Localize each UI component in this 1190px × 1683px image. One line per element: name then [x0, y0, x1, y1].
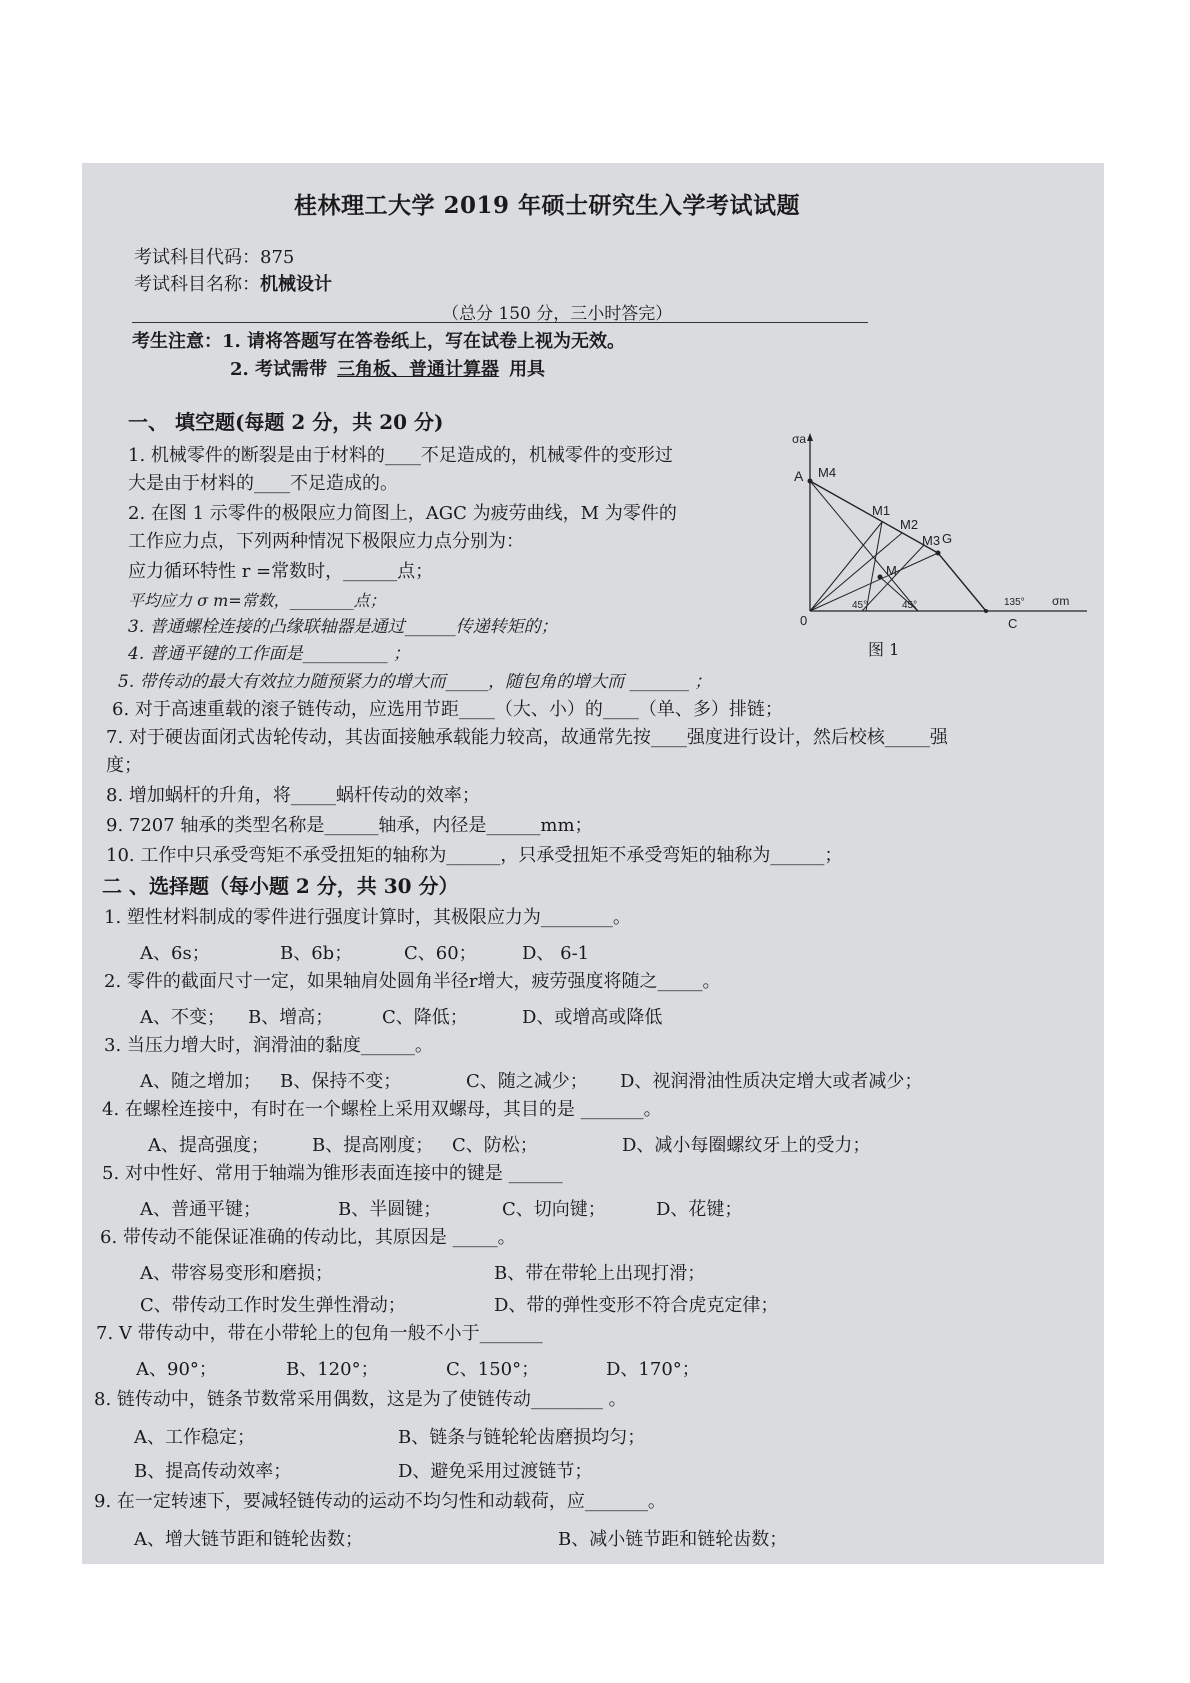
choice-q6-c: C、带传动工作时发生弹性滑动；	[140, 1295, 406, 1316]
subject-name-value: 机械设计	[260, 274, 332, 295]
limit-stress-diagram	[742, 425, 1070, 635]
note-2-tools: 三角板、普通计算器	[337, 359, 500, 380]
choice-q1-d: D、 6-1	[522, 943, 590, 964]
fill-q2-b: 工作应力点，下列两种情况下极限应力点分别为：	[128, 531, 524, 552]
choice-q7-b: B、120°；	[286, 1359, 379, 1380]
choice-q4-c: C、防松；	[452, 1135, 538, 1156]
fill-q1-b: 大是由于材料的____不足造成的。	[128, 473, 398, 494]
choice-q3-c: C、随之减少；	[466, 1071, 588, 1092]
subject-name	[134, 274, 332, 296]
fill-q2-a: 2. 在图 1 示零件的极限应力简图上，AGC 为疲劳曲线，M 为零件的	[128, 503, 677, 524]
subject-name-label: 考试科目名称：	[134, 274, 260, 295]
label-origin: 0	[800, 613, 808, 628]
label-sigma-a: σa	[792, 432, 807, 446]
fill-q4: 4. 普通平键的工作面是__________ ；	[128, 644, 411, 664]
exam-sheet	[82, 163, 1104, 1564]
choice-q9: 9. 在一定转速下，要减轻链传动的运动不均匀性和动载荷，应_______。	[94, 1491, 666, 1512]
fatigue-curve-agc	[810, 481, 986, 611]
choice-q6-d: D、带的弹性变形不符合虎克定律；	[494, 1295, 779, 1316]
choice-q9-b: B、减小链节距和链轮齿数；	[558, 1529, 788, 1550]
choice-q4-b: B、提高刚度；	[312, 1135, 434, 1156]
label-m3: M3	[922, 533, 941, 548]
choice-q6-b: B、带在带轮上出现打滑；	[494, 1263, 706, 1284]
choice-q9-a: A、增大链节距和链轮齿数；	[134, 1529, 363, 1550]
choice-q1-a: A、6s；	[140, 943, 210, 964]
fill-q6: 6. 对于高速重载的滚子链传动，应选用节距____（大、小）的____（单、多）排链；	[112, 699, 783, 720]
label-m: M	[886, 563, 897, 578]
choice-q8: 8. 链传动中，链条节数常采用偶数，这是为了使链传动________ 。	[94, 1389, 627, 1410]
label-c: C	[1008, 616, 1018, 631]
fill-q2-d: 平均应力 σ m=常数，________点；	[128, 591, 386, 610]
note-2-pre: 2. 考试需带	[230, 359, 328, 380]
choice-q7-d: D、170°；	[606, 1359, 700, 1380]
choice-q2: 2. 零件的截面尺寸一定，如果轴肩处圆角半径r增大，疲劳强度将随之_____。	[104, 971, 721, 992]
choice-q3-b: B、保持不变；	[280, 1071, 402, 1092]
choice-q2-c: C、降低；	[382, 1007, 468, 1028]
choice-q5-b: B、半圆键；	[338, 1199, 442, 1220]
choice-q3-d: D、视润滑油性质决定增大或者减少；	[620, 1071, 923, 1092]
fill-q3: 3. 普通螺栓连接的凸缘联轴器是通过______传递转矩的；	[128, 617, 558, 637]
choice-q3: 3. 当压力增大时，润滑油的黏度______。	[104, 1035, 433, 1056]
choice-q5-c: C、切向键；	[502, 1199, 606, 1220]
choice-q8-a: A、工作稳定；	[134, 1427, 255, 1448]
choice-q6: 6. 带传动不能保证准确的传动比，其原因是 _____。	[100, 1227, 516, 1248]
fill-q2-c: 应力循环特性 r =常数时，______点；	[128, 561, 434, 582]
choice-q4-a: A、提高强度；	[148, 1135, 269, 1156]
point-m	[878, 575, 883, 580]
label-angle-45-1: 45°	[852, 600, 868, 611]
notes-label: 考生注意：	[132, 331, 222, 352]
choice-q4: 4. 在螺栓连接中，有时在一个螺栓上采用双螺母，其目的是 _______。	[102, 1099, 662, 1120]
choice-q8-d: D、避免采用过渡链节；	[398, 1461, 593, 1482]
label-m2: M2	[900, 517, 919, 532]
choice-q8-c: B、提高传动效率；	[134, 1461, 292, 1482]
figure-caption: 图 1	[868, 640, 900, 659]
point-a	[808, 479, 813, 484]
total-score: （总分 150 分，三小时答完）	[442, 304, 673, 324]
fill-q7-b: 度；	[106, 755, 142, 776]
fill-q9: 9. 7207 轴承的类型名称是______轴承，内径是______mm；	[106, 815, 593, 836]
choice-q5-d: D、花键；	[656, 1199, 743, 1220]
label-angle-135: 135°	[1004, 597, 1025, 608]
choice-q1: 1. 塑性材料制成的零件进行强度计算时，其极限应力为________。	[104, 907, 631, 928]
label-g: G	[942, 531, 953, 546]
fill-q7-a: 7. 对于硬齿面闭式齿轮传动，其齿面接触承载能力较高，故通常先按____强度进行设计，然后校核_____强	[106, 727, 948, 748]
subject-code: 考试科目代码：875	[134, 247, 295, 268]
notes-line-1	[132, 331, 625, 353]
line-o-g	[810, 553, 938, 611]
note-1: 1. 请将答题写在答卷纸上，写在试卷上视为无效。	[222, 331, 626, 352]
fill-q10: 10. 工作中只承受弯矩不承受扭矩的轴称为______，只承受扭矩不承受弯矩的轴称为______；	[106, 845, 843, 866]
choice-q3-a: A、随之增加；	[140, 1071, 261, 1092]
choice-q7-a: A、90°；	[136, 1359, 217, 1380]
label-a: A	[794, 468, 804, 484]
exam-title: 桂林理工大学 2019 年硕士研究生入学考试试题	[294, 192, 801, 219]
choice-q4-d: D、减小每圈螺纹牙上的受力；	[622, 1135, 871, 1156]
choice-q2-d: D、或增高或降低	[522, 1007, 663, 1028]
line-o-m1	[810, 522, 882, 611]
choice-q8-b: B、链条与链轮轮齿磨损均匀；	[398, 1427, 646, 1448]
choice-q5: 5. 对中性好、常用于轴端为锥形表面连接中的键是 ______	[102, 1163, 563, 1184]
choice-q7: 7. V 带传动中，带在小带轮上的包角一般不小于_______	[96, 1323, 543, 1344]
label-m4: M4	[818, 465, 837, 480]
fill-q1-a: 1. 机械零件的断裂是由于材料的____不足造成的，机械零件的变形过	[128, 445, 673, 466]
section-choice-title: 二 、选择题（每小题 2 分，共 30 分）	[102, 874, 459, 898]
notes-line-2	[230, 359, 545, 381]
choice-q1-b: B、6b；	[280, 943, 353, 964]
fill-q8: 8. 增加蜗杆的升角，将_____蜗杆传动的效率；	[106, 785, 480, 806]
y-axis-arrow	[807, 433, 813, 441]
label-angle-45-2: 45°	[902, 600, 918, 611]
choice-q5-a: A、普通平键；	[140, 1199, 261, 1220]
point-c	[984, 609, 988, 613]
note-2-post: 用具	[509, 359, 546, 380]
section-fill-title: 一、 填空题(每题 2 分，共 20 分)	[128, 410, 444, 434]
point-g	[936, 551, 941, 556]
label-m1: M1	[872, 503, 891, 518]
label-sigma-m: σm	[1052, 594, 1070, 608]
fill-q5: 5. 带传动的最大有效拉力随预紧力的增大而_____，随包角的增大而 _______ ；	[118, 672, 712, 692]
choice-q7-c: C、150°；	[446, 1359, 540, 1380]
header-rule	[132, 322, 868, 323]
choice-q1-c: C、60；	[404, 943, 477, 964]
choice-q2-a: A、不变；	[140, 1007, 225, 1028]
choice-q6-a: A、带容易变形和磨损；	[140, 1263, 333, 1284]
choice-q2-b: B、增高；	[248, 1007, 334, 1028]
